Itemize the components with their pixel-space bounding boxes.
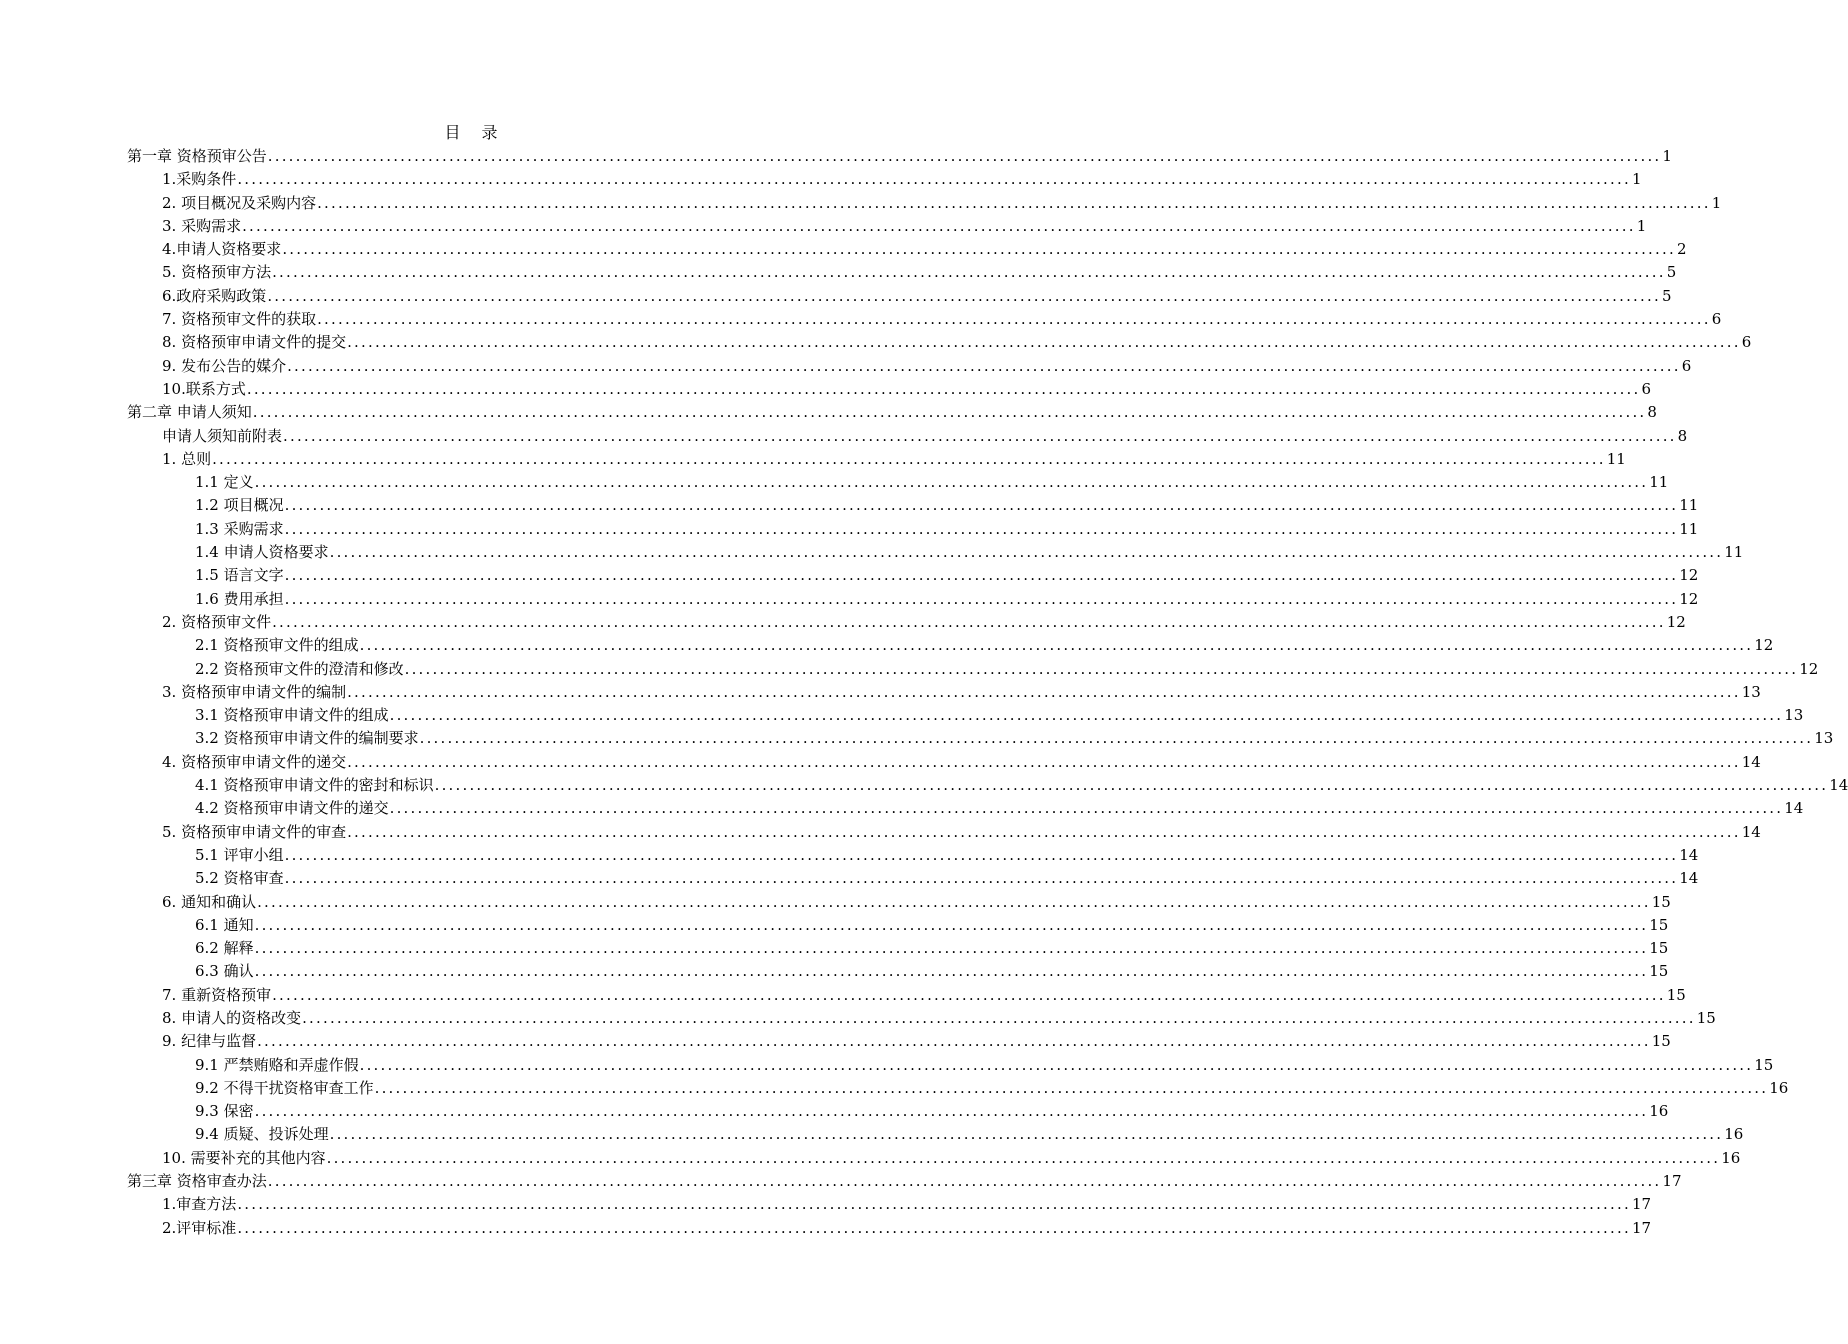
toc-entry-page: 1 bbox=[1711, 192, 1722, 215]
toc-dot-leader: ........................................................................................................................................................................................................ bbox=[359, 636, 1754, 655]
toc-entry[interactable] bbox=[127, 588, 1699, 611]
toc-entry-page: 12 bbox=[1753, 634, 1771, 657]
toc-entry-page: 12 bbox=[1678, 564, 1696, 587]
toc-entry[interactable] bbox=[127, 1077, 1789, 1100]
toc-entry-label: 5.2 资格审查 bbox=[195, 867, 285, 890]
toc-entry-page: 11 bbox=[1678, 494, 1696, 517]
toc-entry[interactable] bbox=[127, 308, 1722, 331]
toc-entry[interactable] bbox=[127, 541, 1744, 564]
toc-entry-page: 5 bbox=[1666, 261, 1677, 284]
toc-entry[interactable] bbox=[127, 1170, 1682, 1193]
toc-entry[interactable] bbox=[127, 984, 1686, 1007]
toc-entry-label: 3. 资格预审申请文件的编制 bbox=[162, 681, 347, 704]
toc-entry[interactable] bbox=[127, 401, 1657, 424]
toc-entry[interactable] bbox=[127, 494, 1699, 517]
toc-entry-page: 13 bbox=[1783, 704, 1801, 727]
toc-dot-leader: ........................................................................................................................................................................................................ bbox=[284, 869, 1679, 888]
toc-entry-label: 3.1 资格预审申请文件的组成 bbox=[195, 704, 390, 727]
toc-entry[interactable] bbox=[127, 774, 1848, 797]
toc-dot-leader: ........................................................................................................................................................................................................ bbox=[242, 216, 1636, 235]
toc-dot-leader: ........................................................................................................................................................................................................ bbox=[272, 612, 1666, 631]
toc-entry[interactable] bbox=[127, 727, 1834, 750]
toc-entry[interactable] bbox=[127, 145, 1672, 168]
toc-dot-leader: ........................................................................................................................................................................................................ bbox=[246, 379, 1641, 398]
toc-entry-label: 4.2 资格预审申请文件的递交 bbox=[195, 797, 390, 820]
toc-entry-label: 1.6 费用承担 bbox=[195, 588, 285, 611]
toc-dot-leader: ........................................................................................................................................................................................................ bbox=[287, 356, 1681, 375]
toc-entry-page: 16 bbox=[1720, 1147, 1738, 1170]
toc-dot-leader: ........................................................................................................................................................................................................ bbox=[347, 682, 1741, 701]
toc-entry[interactable] bbox=[127, 192, 1722, 215]
toc-entry-page: 14 bbox=[1828, 774, 1846, 797]
toc-entry-page: 8 bbox=[1677, 425, 1688, 448]
toc-entry-page: 6 bbox=[1741, 331, 1752, 354]
toc-entry-page: 13 bbox=[1813, 727, 1831, 750]
toc-dot-leader: ........................................................................................................................................................................................................ bbox=[267, 147, 1662, 165]
toc-entry-label: 9.2 不得干扰资格审查工作 bbox=[195, 1077, 375, 1100]
toc-entry-page: 14 bbox=[1741, 751, 1759, 774]
toc-entry[interactable] bbox=[127, 611, 1686, 634]
toc-title: 目 录 bbox=[444, 123, 506, 142]
toc-entry-page: 16 bbox=[1768, 1077, 1786, 1100]
toc-entry[interactable] bbox=[127, 1007, 1716, 1030]
toc-dot-leader: ........................................................................................................................................................................................................ bbox=[329, 1125, 1724, 1144]
toc-entry-page: 12 bbox=[1666, 611, 1684, 634]
table-of-contents bbox=[127, 145, 1848, 1240]
toc-entry-label: 1.4 申请人资格要求 bbox=[195, 541, 330, 564]
toc-dot-leader: ........................................................................................................................................................................................................ bbox=[389, 706, 1784, 725]
toc-entry[interactable] bbox=[127, 821, 1761, 844]
toc-entry[interactable] bbox=[127, 448, 1626, 471]
toc-entry-label: 4. 资格预审申请文件的递交 bbox=[162, 751, 347, 774]
toc-entry[interactable] bbox=[127, 891, 1671, 914]
toc-entry-label: 7. 资格预审文件的获取 bbox=[162, 308, 317, 331]
toc-entry-label: 2.2 资格预审文件的澄清和修改 bbox=[195, 658, 405, 681]
toc-entry[interactable] bbox=[127, 658, 1819, 681]
toc-entry[interactable] bbox=[127, 751, 1761, 774]
toc-dot-leader: ........................................................................................................................................................................................................ bbox=[317, 310, 1711, 329]
toc-entry-page: 15 bbox=[1648, 960, 1666, 983]
toc-entry-page: 11 bbox=[1678, 518, 1696, 541]
toc-entry[interactable] bbox=[127, 914, 1669, 937]
toc-entry-label: 6.2 解释 bbox=[195, 937, 255, 960]
toc-entry-page: 15 bbox=[1651, 891, 1669, 914]
toc-entry-label: 申请人须知前附表 bbox=[162, 425, 283, 448]
toc-entry-label: 4.申请人资格要求 bbox=[162, 238, 282, 261]
toc-entry-label: 9.4 质疑、投诉处理 bbox=[195, 1123, 330, 1146]
toc-entry-page: 6 bbox=[1681, 355, 1692, 378]
toc-entry-label: 9. 发布公告的媒介 bbox=[162, 355, 287, 378]
toc-entry[interactable] bbox=[127, 704, 1804, 727]
toc-dot-leader: ........................................................................................................................................................................................................ bbox=[419, 729, 1814, 748]
toc-entry[interactable] bbox=[127, 1030, 1671, 1053]
toc-dot-leader: ........................................................................................................................................................................................................ bbox=[237, 170, 1631, 189]
toc-entry-label: 3. 采购需求 bbox=[162, 215, 242, 238]
toc-entry-label: 1.采购条件 bbox=[162, 168, 237, 191]
toc-entry[interactable] bbox=[127, 285, 1672, 308]
toc-dot-leader: ........................................................................................................................................................................................................ bbox=[254, 939, 1649, 958]
toc-entry-page: 14 bbox=[1678, 844, 1696, 867]
toc-entry-label: 6.3 确认 bbox=[195, 960, 255, 983]
toc-entry-label: 第三章 资格审查办法 bbox=[127, 1170, 268, 1193]
toc-entry[interactable] bbox=[127, 681, 1761, 704]
toc-entry[interactable] bbox=[127, 1147, 1741, 1170]
toc-entry-label: 1.1 定义 bbox=[195, 471, 255, 494]
toc-dot-leader: ........................................................................................................................................................................................................ bbox=[212, 449, 1606, 468]
toc-entry[interactable] bbox=[127, 471, 1669, 494]
toc-entry-label: 7. 重新资格预审 bbox=[162, 984, 272, 1007]
toc-entry-label: 第一章 资格预审公告 bbox=[127, 145, 268, 168]
toc-entry-page: 15 bbox=[1648, 914, 1666, 937]
toc-entry-page: 15 bbox=[1696, 1007, 1714, 1030]
toc-entry[interactable] bbox=[127, 425, 1688, 448]
toc-entry[interactable] bbox=[127, 844, 1699, 867]
toc-entry-page: 1 bbox=[1661, 145, 1672, 168]
toc-entry-page: 11 bbox=[1723, 541, 1741, 564]
toc-entry-page: 14 bbox=[1741, 821, 1759, 844]
toc-dot-leader: ........................................................................................................................................................................................................ bbox=[326, 1148, 1721, 1167]
toc-entry-label: 1.5 语言文字 bbox=[195, 564, 285, 587]
toc-entry-page: 11 bbox=[1606, 448, 1624, 471]
toc-dot-leader: ........................................................................................................................................................................................................ bbox=[389, 799, 1784, 818]
toc-entry-label: 第二章 申请人须知 bbox=[127, 401, 253, 424]
toc-dot-leader: ........................................................................................................................................................................................................ bbox=[302, 1008, 1696, 1027]
toc-entry[interactable] bbox=[127, 634, 1774, 657]
toc-entry-label: 1.2 项目概况 bbox=[195, 494, 285, 517]
toc-dot-leader: ........................................................................................................................................................................................................ bbox=[283, 426, 1677, 445]
toc-entry-page: 2 bbox=[1676, 238, 1687, 261]
toc-entry-label: 6.政府采购政策 bbox=[162, 285, 267, 308]
toc-entry-label: 4.1 资格预审申请文件的密封和标识 bbox=[195, 774, 435, 797]
toc-entry[interactable] bbox=[127, 331, 1752, 354]
toc-dot-leader: ........................................................................................................................................................................................................ bbox=[284, 566, 1679, 585]
toc-entry-label: 8. 申请人的资格改变 bbox=[162, 1007, 302, 1030]
toc-entry-label: 5. 资格预审方法 bbox=[162, 261, 272, 284]
toc-entry[interactable] bbox=[127, 238, 1687, 261]
toc-entry-page: 15 bbox=[1753, 1054, 1771, 1077]
toc-entry-page: 14 bbox=[1678, 867, 1696, 890]
toc-entry-label: 1.审查方法 bbox=[162, 1193, 237, 1216]
toc-entry-label: 5.1 评审小组 bbox=[195, 844, 285, 867]
toc-entry-label: 10.联系方式 bbox=[162, 378, 247, 401]
toc-entry-label: 6.1 通知 bbox=[195, 914, 255, 937]
toc-dot-leader: ........................................................................................................................................................................................................ bbox=[284, 845, 1679, 864]
toc-entry-label: 8. 资格预审申请文件的提交 bbox=[162, 331, 347, 354]
toc-dot-leader: ........................................................................................................................................................................................................ bbox=[317, 193, 1711, 212]
toc-dot-leader: ........................................................................................................................................................................................................ bbox=[329, 543, 1724, 562]
toc-entry-page: 1 bbox=[1631, 168, 1642, 191]
toc-entry-label: 9.3 保密 bbox=[195, 1100, 255, 1123]
toc-entry[interactable] bbox=[127, 867, 1699, 890]
toc-entry[interactable] bbox=[127, 937, 1669, 960]
toc-entry-label: 2.1 资格预审文件的组成 bbox=[195, 634, 360, 657]
toc-dot-leader: ........................................................................................................................................................................................................ bbox=[237, 1218, 1631, 1237]
toc-dot-leader: ........................................................................................................................................................................................................ bbox=[254, 915, 1649, 934]
toc-entry-page: 14 bbox=[1783, 797, 1801, 820]
toc-entry[interactable] bbox=[127, 960, 1669, 983]
toc-dot-leader: ........................................................................................................................................................................................................ bbox=[257, 892, 1651, 911]
toc-entry[interactable] bbox=[127, 168, 1642, 191]
toc-dot-leader: ........................................................................................................................................................................................................ bbox=[404, 659, 1799, 678]
toc-entry[interactable] bbox=[127, 797, 1804, 820]
toc-entry-label: 2. 资格预审文件 bbox=[162, 611, 272, 634]
toc-entry[interactable] bbox=[127, 1100, 1669, 1123]
toc-entry-label: 3.2 资格预审申请文件的编制要求 bbox=[195, 727, 420, 750]
toc-dot-leader: ........................................................................................................................................................................................................ bbox=[267, 286, 1661, 305]
toc-dot-leader: ........................................................................................................................................................................................................ bbox=[254, 962, 1649, 981]
toc-entry[interactable] bbox=[127, 215, 1647, 238]
toc-entry-page: 12 bbox=[1798, 658, 1816, 681]
toc-entry-page: 16 bbox=[1648, 1100, 1666, 1123]
toc-entry-page: 17 bbox=[1631, 1217, 1649, 1240]
toc-entry-label: 5. 资格预审申请文件的审查 bbox=[162, 821, 347, 844]
toc-entry[interactable] bbox=[127, 1123, 1744, 1146]
toc-dot-leader: ........................................................................................................................................................................................................ bbox=[254, 1102, 1649, 1121]
toc-dot-leader: ........................................................................................................................................................................................................ bbox=[284, 589, 1679, 608]
toc-entry-page: 6 bbox=[1711, 308, 1722, 331]
toc-entry-page: 17 bbox=[1661, 1170, 1679, 1193]
toc-entry[interactable] bbox=[127, 1054, 1774, 1077]
toc-dot-leader: ........................................................................................................................................................................................................ bbox=[434, 776, 1829, 795]
toc-entry-page: 17 bbox=[1631, 1193, 1649, 1216]
toc-entry[interactable] bbox=[127, 518, 1699, 541]
toc-entry-label: 2. 项目概况及采购内容 bbox=[162, 192, 317, 215]
toc-entry-page: 5 bbox=[1661, 285, 1672, 308]
toc-entry-label: 9. 纪律与监督 bbox=[162, 1030, 257, 1053]
toc-entry-page: 11 bbox=[1648, 471, 1666, 494]
toc-entry-page: 13 bbox=[1741, 681, 1759, 704]
toc-entry-label: 1. 总则 bbox=[162, 448, 212, 471]
toc-entry-page: 15 bbox=[1666, 984, 1684, 1007]
toc-entry-label: 10. 需要补充的其他内容 bbox=[162, 1147, 327, 1170]
toc-entry[interactable] bbox=[127, 355, 1692, 378]
toc-dot-leader: ........................................................................................................................................................................................................ bbox=[347, 333, 1741, 352]
toc-entry-label: 6. 通知和确认 bbox=[162, 891, 257, 914]
toc-dot-leader: ........................................................................................................................................................................................................ bbox=[284, 519, 1679, 538]
toc-entry-page: 12 bbox=[1678, 588, 1696, 611]
toc-entry-page: 1 bbox=[1636, 215, 1647, 238]
toc-dot-leader: ........................................................................................................................................................................................................ bbox=[282, 240, 1676, 259]
toc-dot-leader: ........................................................................................................................................................................................................ bbox=[237, 1195, 1631, 1214]
toc-entry-label: 1.3 采购需求 bbox=[195, 518, 285, 541]
toc-entry[interactable] bbox=[127, 378, 1652, 401]
toc-entry-page: 15 bbox=[1648, 937, 1666, 960]
toc-dot-leader: ........................................................................................................................................................................................................ bbox=[347, 822, 1741, 841]
toc-entry-page: 8 bbox=[1646, 401, 1657, 424]
toc-entry[interactable] bbox=[127, 261, 1677, 284]
toc-dot-leader: ........................................................................................................................................................................................................ bbox=[374, 1078, 1769, 1097]
toc-entry[interactable] bbox=[127, 1193, 1652, 1216]
toc-dot-leader: ........................................................................................................................................................................................................ bbox=[284, 496, 1679, 515]
toc-entry-page: 15 bbox=[1651, 1030, 1669, 1053]
toc-dot-leader: ........................................................................................................................................................................................................ bbox=[272, 263, 1666, 282]
toc-dot-leader: ........................................................................................................................................................................................................ bbox=[252, 403, 1647, 422]
toc-entry[interactable] bbox=[127, 1217, 1652, 1240]
toc-dot-leader: ........................................................................................................................................................................................................ bbox=[257, 1032, 1651, 1051]
toc-entry-page: 6 bbox=[1640, 378, 1651, 401]
toc-dot-leader: ........................................................................................................................................................................................................ bbox=[272, 985, 1666, 1004]
toc-dot-leader: ........................................................................................................................................................................................................ bbox=[267, 1172, 1662, 1191]
toc-dot-leader: ........................................................................................................................................................................................................ bbox=[359, 1055, 1754, 1074]
toc-dot-leader: ........................................................................................................................................................................................................ bbox=[254, 473, 1649, 492]
toc-dot-leader: ........................................................................................................................................................................................................ bbox=[347, 752, 1741, 771]
toc-entry-page: 16 bbox=[1723, 1123, 1741, 1146]
toc-entry-label: 2.评审标准 bbox=[162, 1217, 237, 1240]
toc-entry[interactable] bbox=[127, 564, 1699, 587]
toc-entry-label: 9.1 严禁贿赂和弄虚作假 bbox=[195, 1054, 360, 1077]
